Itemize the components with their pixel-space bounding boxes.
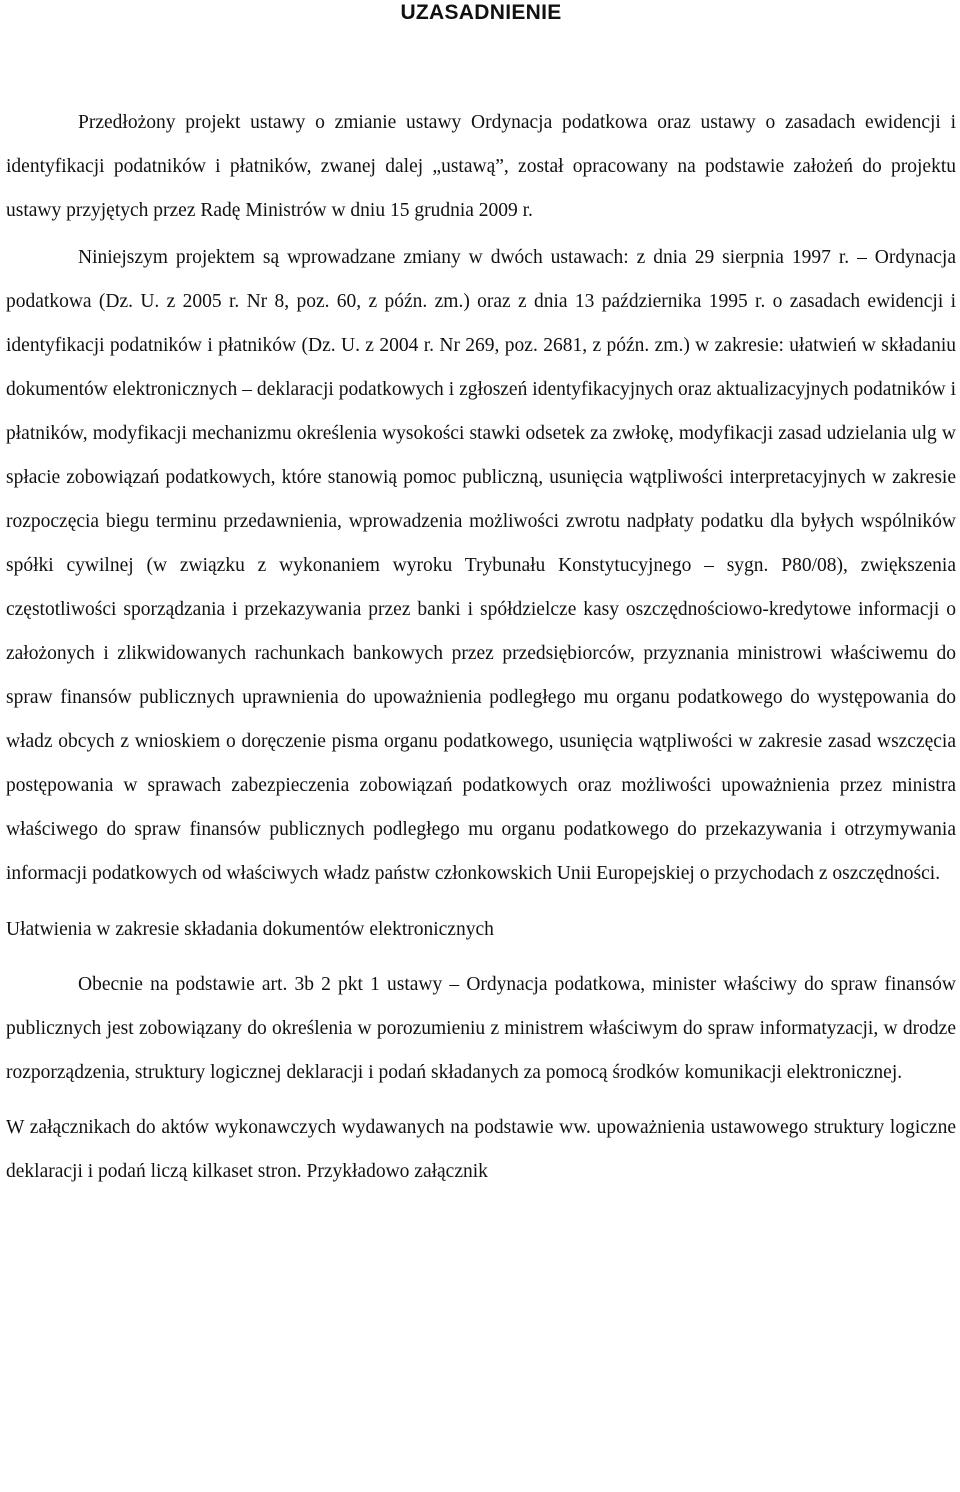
document-title: UZASADNIENIE <box>400 1 562 24</box>
paragraph-current-law: Obecnie na podstawie art. 3b 2 pkt 1 ustawy – Ordynacja podatkowa, minister właściwy do spraw finansów publicznych jest zobowiązany do określenia w porozumieniu z ministrem właściwym do spraw informatyzacji, w drodze rozporządzenia, struktury logicznej deklaracji i podań składanych za pomocą środków komunikacji elektronicznej. <box>6 974 956 1083</box>
paragraph-attachments: W załącznikach do aktów wykonawczych wydawanych na podstawie ww. upoważnienia ustawowego struktury logiczne deklaracji i podań liczą kilkaset stron. Przykładowo załącznik <box>6 1117 956 1182</box>
document-page <box>6 0 956 1194</box>
section-heading: Ułatwienia w zakresie składania dokumentów elektronicznych <box>6 919 494 940</box>
paragraph-intro: Przedłożony projekt ustawy o zmianie ustawy Ordynacja podatkowa oraz ustawy o zasadach ewidencji i identyfikacji podatników i płatników, zwanej dalej „ustawą”, został opracowany na podstawie założeń do projektu ustawy przyjętych przez Radę Ministrów w dniu 15 grudnia 2009 r. <box>6 112 956 221</box>
paragraph-scope: Niniejszym projektem są wprowadzane zmiany w dwóch ustawach: z dnia 29 sierpnia 1997 r. – Ordynacja podatkowa (Dz. U. z 2005 r. Nr 8, poz. 60, z późn. zm.) oraz z dnia 13 października 1995 r. o zasadach ewidencji i identyfikacji podatników i płatników (Dz. U. z 2004 r. Nr 269, poz. 2681, z późn. zm.) w zakresie: ułatwień w składaniu dokumentów elektronicznych – deklaracji podatkowych i zgłoszeń identyfikacyjnych oraz aktualizacyjnych podatników i płatników, modyfikacji mechanizmu określenia wysokości stawki odsetek za zwłokę, modyfikacji zasad udzielania ulg w spłacie zobowiązań podatkowych, które stanowią pomoc publiczną, usunięcia wątpliwości interpretacyjnych w zakresie rozpoczęcia biegu terminu przedawnienia, wprowadzenia możliwości zwrotu nadpłaty podatku dla byłych wspólników spółki cywilnej (w związku z wykonaniem wyroku Trybunału Konstytucyjnego – sygn. P80/08), zwiększenia częstotliwości sporządzania i przekazywania przez banki i spółdzielcze kasy oszczędnościowo-kredytowe informacji o założonych i zlikwidowanych rachunkach bankowych przez przedsiębiorców, przyznania ministrowi właściwemu do spraw finansów publicznych uprawnienia do upoważnienia podległego mu organu podatkowego do występowania do władz obcych z wnioskiem o doręczenie pisma organu podatkowego, usunięcia wątpliwości w zakresie zasad wszczęcia postępowania w sprawach zabezpieczenia zobowiązań podatkowych oraz możliwości upoważnienia przez ministra właściwego do spraw finansów publicznych podległego mu organu podatkowego do przekazywania i otrzymywania informacji podatkowych od właściwych władz państw członkowskich Unii Europejskiej o przychodach z oszczędności. <box>6 247 956 884</box>
